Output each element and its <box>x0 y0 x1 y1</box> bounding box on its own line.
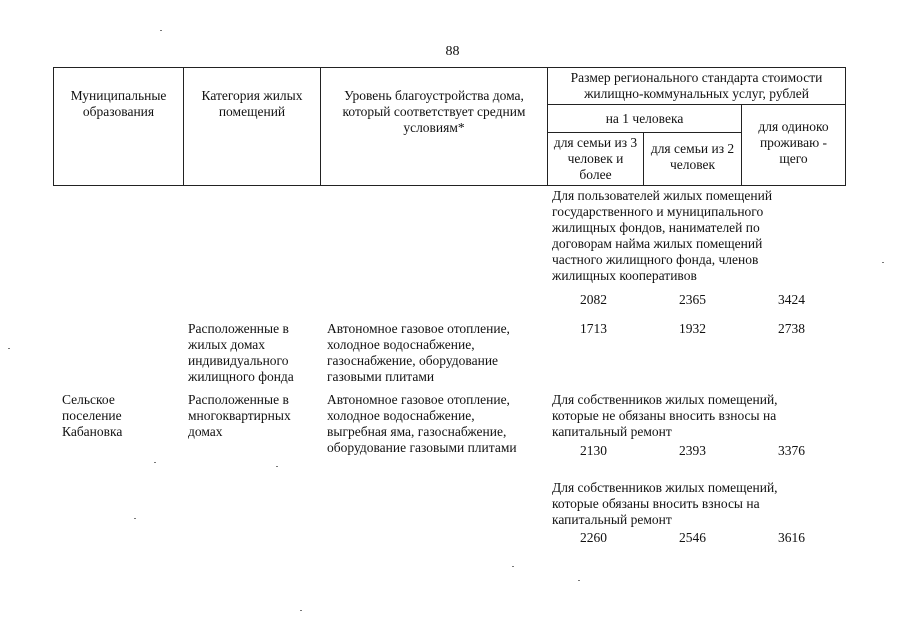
header-single: для одиноко проживаю - щего <box>742 105 846 186</box>
page-number: 88 <box>445 44 460 59</box>
level-individual: Автономное газовое отопление, холодное водоснабжение, газоснабжение, оборудование газовыми плитами <box>327 321 510 384</box>
municipality-name: Сельское поселение Кабановка <box>62 392 123 439</box>
scan-speck <box>134 518 136 519</box>
block-owners-no-title: Для собственников жилых помещений, которые не обязаны вносить взносы на капитальный ремонт <box>552 392 778 439</box>
scan-speck <box>154 462 156 463</box>
value-owners-no-single: 3376 <box>778 443 805 458</box>
table-header <box>53 67 846 186</box>
header-per-person: на 1 человека <box>548 105 742 133</box>
scan-speck <box>300 610 302 611</box>
value-owners-yes-family2: 2546 <box>679 530 706 545</box>
header-category: Категория жилых помещений <box>184 68 321 186</box>
header-size: Размер регионального стандарта стоимости жилищно-коммунальных услуг, рублей <box>548 68 846 105</box>
category-apartment: Расположенные в многоквартирных домах <box>188 392 291 439</box>
value-individual-single: 2738 <box>778 321 805 336</box>
value-individual-family3: 1713 <box>580 321 607 336</box>
scan-speck <box>882 262 884 263</box>
header-level: Уровень благоустройства дома, который соответствует средним условиям* <box>321 68 548 186</box>
block-users-title: Для пользователей жилых помещений государственного и муниципального жилищных фондов, нанимателей по договорам найма жилых помещений частного жилищного фонда, членов жилищных кооперативов <box>552 188 773 283</box>
value-users-family2: 2365 <box>679 292 706 307</box>
header-municipal: Муниципальные образования <box>54 68 184 186</box>
value-owners-yes-family3: 2260 <box>580 530 607 545</box>
value-users-single: 3424 <box>778 292 805 307</box>
value-users-family3: 2082 <box>580 292 607 307</box>
header-family2: для семьи из 2 человек <box>644 133 742 186</box>
scan-speck <box>276 466 278 467</box>
scan-speck <box>8 348 10 349</box>
scan-speck <box>512 566 514 567</box>
category-individual: Расположенные в жилых домах индивидуального жилищного фонда <box>188 321 294 384</box>
value-owners-no-family3: 2130 <box>580 443 607 458</box>
value-individual-family2: 1932 <box>679 321 706 336</box>
scan-speck <box>160 30 162 31</box>
value-owners-yes-single: 3616 <box>778 530 805 545</box>
level-apartment: Автономное газовое отопление, холодное водоснабжение, выгребная яма, газоснабжение, оборудование газовыми плитами <box>327 392 517 455</box>
block-owners-yes-title: Для собственников жилых помещений, которые обязаны вносить взносы на капитальный ремонт <box>552 480 778 527</box>
scan-speck <box>578 580 580 581</box>
value-owners-no-family2: 2393 <box>679 443 706 458</box>
header-family3: для семьи из 3 человек и более <box>548 133 644 186</box>
